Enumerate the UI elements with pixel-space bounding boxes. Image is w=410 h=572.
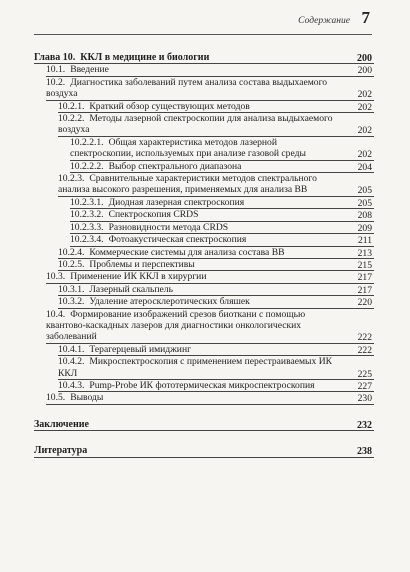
- toc-entry-number: 10.2.2.1.: [70, 136, 104, 148]
- toc-entry-text: [46, 309, 374, 344]
- toc-entry-title: Проблемы и перспективы: [89, 258, 195, 270]
- toc-entry-title: Выбор спектрального диапазона: [108, 160, 242, 172]
- toc-entry-page: 211: [357, 235, 372, 247]
- toc-entry-text: [70, 161, 374, 173]
- toc-entry-number: 10.2.3.3.: [70, 221, 104, 233]
- toc-entry-title: Удаление атеросклеротических бляшек: [89, 296, 250, 308]
- toc-entry-title: Применение ИК ККЛ в хирургии: [70, 271, 207, 283]
- toc-entry-title: Общая характеристика методов лазерной спектроскопии, используемых при анализе газовой среды: [70, 136, 306, 160]
- toc-entry[interactable]: [46, 77, 374, 101]
- toc-entry[interactable]: [58, 284, 374, 296]
- toc-entry[interactable]: [34, 52, 374, 64]
- toc-entry-title: Терагерцевый имиджинг: [89, 343, 192, 355]
- toc-entry-title: Разновидности метода CRDS: [108, 221, 229, 233]
- toc-entry-text: [58, 247, 374, 259]
- toc-entry-page: 220: [357, 297, 372, 309]
- toc-spacer: [34, 431, 374, 445]
- toc-entry-number: 10.4.2.: [58, 356, 85, 368]
- toc-entry-page: 217: [357, 284, 372, 296]
- toc-entry-text: [58, 113, 374, 137]
- toc-entry-number: 10.3.1.: [58, 283, 85, 295]
- toc-entry[interactable]: [46, 392, 374, 404]
- toc-entry[interactable]: [58, 247, 374, 259]
- toc-entry[interactable]: [70, 197, 374, 209]
- toc-entry-text: [70, 197, 374, 209]
- toc-entry-text: [46, 77, 374, 101]
- toc-entry-number: 10.4.: [46, 308, 66, 320]
- toc-entry-page: 222: [357, 332, 372, 344]
- toc-entry-page: 202: [357, 125, 372, 137]
- toc-entry-number: 10.2.1.: [58, 100, 85, 112]
- toc-entry-title: Сравнительные характеристики методов спектрального анализа высокого разрешения, применяемых для анализа ВВ: [58, 173, 317, 196]
- toc-entry-text: [46, 271, 374, 283]
- toc-entry-text: [58, 296, 374, 308]
- toc-entry-page: 215: [357, 259, 372, 271]
- toc-entry-text: [34, 52, 374, 64]
- toc-entry[interactable]: [58, 296, 374, 308]
- toc-entry-text: [70, 209, 374, 221]
- toc-entry[interactable]: [58, 259, 374, 271]
- toc-entry-number: 10.2.3.: [58, 173, 85, 185]
- toc-entry-page: 225: [357, 368, 372, 380]
- toc-entry-number: 10.5.: [46, 392, 66, 404]
- toc-entry-page: 209: [357, 222, 372, 234]
- toc-entry-page: 230: [357, 393, 372, 405]
- toc-entry-page: 217: [357, 272, 372, 284]
- toc-entry-page: 232: [357, 419, 372, 431]
- toc-entry[interactable]: [58, 356, 374, 380]
- toc-entry-page: 227: [357, 380, 372, 392]
- toc-entry[interactable]: [46, 309, 374, 344]
- toc-entry-number: 10.2.3.2.: [70, 209, 104, 221]
- toc-entry-title: Фотоакустическая спектроскопия: [108, 234, 247, 246]
- toc-entry-text: [58, 101, 374, 113]
- toc-entry[interactable]: [70, 234, 374, 246]
- toc-entry-number: 10.2.: [46, 76, 66, 88]
- toc-entry[interactable]: [46, 271, 374, 283]
- toc-entry-number: 10.1.: [46, 64, 66, 76]
- toc-entry-title: Pump-Probe ИК фототермическая микроспектроскопия: [89, 379, 315, 391]
- toc-entry-number: 10.3.: [46, 271, 66, 283]
- toc-entry-title: ККЛ в медицине и биологии: [80, 52, 210, 63]
- toc-entry-text: [46, 392, 374, 404]
- toc-entry[interactable]: [58, 380, 374, 392]
- toc-entry-title: Выводы: [70, 392, 104, 404]
- toc-entry-text: [58, 344, 374, 356]
- toc-entry-number: 10.4.1.: [58, 343, 85, 355]
- toc-entry-title: Литература: [34, 445, 88, 457]
- running-header: [34, 6, 372, 35]
- toc-entry-page: 200: [357, 53, 372, 64]
- toc-entry-text: [34, 419, 374, 431]
- toc-entry-page: 202: [357, 149, 372, 161]
- toc-entry[interactable]: [70, 137, 374, 161]
- toc-entry-title: Коммерческие системы для анализа состава ВВ: [89, 246, 285, 258]
- toc-entry-title: Краткий обзор существующих методов: [89, 100, 250, 112]
- toc-entry-page: 205: [357, 197, 372, 209]
- toc-entry[interactable]: [70, 161, 374, 173]
- toc-entry-title: Заключение: [34, 418, 89, 430]
- toc-entry-title: Лазерный скальпель: [89, 283, 173, 295]
- toc-entry-text: [58, 380, 374, 392]
- toc-entry[interactable]: [58, 173, 374, 197]
- toc-entry[interactable]: [58, 113, 374, 137]
- toc-entry[interactable]: [34, 445, 374, 457]
- toc-entry[interactable]: [46, 64, 374, 76]
- toc-entry[interactable]: [58, 344, 374, 356]
- toc-entry-title: Введение: [70, 64, 109, 76]
- table-of-contents: [34, 52, 374, 458]
- toc-entry-number: 10.2.2.2.: [70, 160, 104, 172]
- toc-entry[interactable]: [70, 209, 374, 221]
- page-number: 7: [361, 8, 370, 27]
- toc-entry-number: Глава 10.: [34, 52, 76, 63]
- toc-entry-text: [58, 173, 374, 197]
- toc-entry-title: Микроспектроскопия с применением перестраиваемых ИК ККЛ: [58, 356, 333, 379]
- toc-entry-text: [70, 222, 374, 234]
- toc-entry-text: [34, 445, 374, 457]
- toc-entry-text: [70, 137, 374, 161]
- toc-entry-title: Диодная лазерная спектроскопия: [108, 196, 245, 208]
- toc-entry-page: 202: [357, 89, 372, 101]
- toc-entry-page: 213: [357, 247, 372, 259]
- toc-entry-title: Методы лазерной спектроскопии для анализа выдыхаемого воздуха: [58, 113, 333, 136]
- toc-entry-title: Формирование изображений срезов биоткани с помощью квантово-каскадных лазеров для диагностики онкологических заболеваний: [46, 308, 306, 343]
- toc-entry-page: 200: [357, 65, 372, 77]
- toc-entry-number: 10.2.2.: [58, 113, 85, 125]
- toc-entry-number: 10.2.5.: [58, 258, 85, 270]
- toc-entry-text: [70, 234, 374, 246]
- toc-entry-page: 202: [357, 101, 372, 113]
- toc-entry-text: [58, 259, 374, 271]
- toc-entry-text: [58, 284, 374, 296]
- toc-entry-text: [58, 356, 374, 380]
- toc-entry-title: Спектроскопия CRDS: [108, 209, 199, 221]
- toc-entry[interactable]: [34, 419, 374, 431]
- toc-entry-page: 208: [357, 210, 372, 222]
- toc-entry-number: 10.2.3.4.: [70, 234, 104, 246]
- toc-entry-number: 10.4.3.: [58, 379, 85, 391]
- toc-entry-page: 222: [357, 344, 372, 356]
- toc-spacer: [34, 405, 374, 419]
- toc-entry-title: Диагностика заболеваний путем анализа состава выдыхаемого воздуха: [46, 76, 328, 100]
- toc-entry[interactable]: [58, 101, 374, 113]
- toc-entry-page: 238: [357, 446, 372, 458]
- toc-entry-number: 10.2.3.1.: [70, 196, 104, 208]
- toc-entry-number: 10.2.4.: [58, 246, 85, 258]
- toc-entry-page: 205: [357, 185, 372, 197]
- toc-entry-page: 204: [357, 161, 372, 173]
- toc-entry-text: [46, 64, 374, 76]
- toc-entry-number: 10.3.2.: [58, 296, 85, 308]
- header-title: Содержание: [298, 16, 350, 26]
- toc-entry[interactable]: [70, 222, 374, 234]
